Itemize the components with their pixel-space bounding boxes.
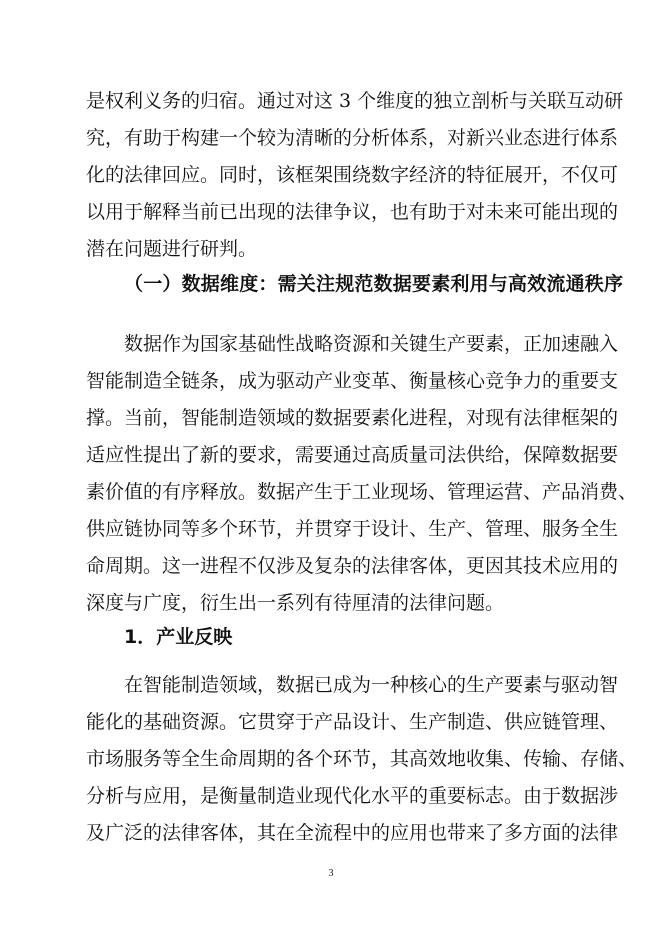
paragraph-2-line-8: 深度与广度，衍生出一系列有待厘清的法律问题。	[86, 592, 505, 614]
intro-line-5: 潜在问题进行研判。	[86, 238, 258, 260]
intro-line-1: 是权利义务的归宿。通过对这 3 个维度的独立剖析与关联互动研	[86, 90, 624, 112]
paragraph-2-line-7: 命周期。这一进程不仅涉及复杂的法律客体，更因其技术应用的	[86, 555, 619, 577]
subheading: 1．产业反映	[124, 626, 233, 648]
paragraph-2-line-3: 撑。当前，智能制造领域的数据要素化进程，对现有法律框架的	[86, 407, 619, 429]
paragraph-3-line-4: 分析与应用，是衡量制造业现代化水平的重要标志。由于数据涉	[86, 785, 619, 807]
paragraph-3-line-1: 在智能制造领域，数据已成为一种核心的生产要素与驱动智	[124, 674, 619, 696]
paragraph-3-line-3: 市场服务等全生命周期的各个环节，其高效地收集、传输、存储、	[86, 748, 638, 770]
paragraph-2-line-1: 数据作为国家基础性战略资源和关键生产要素，正加速融入	[124, 333, 619, 355]
paragraph-3-line-2: 能化的基础资源。它贯穿于产品设计、生产制造、供应链管理、	[86, 711, 619, 733]
paragraph-3-line-5: 及广泛的法律客体，其在全流程中的应用也带来了多方面的法律	[86, 822, 619, 844]
intro-line-2: 究，有助于构建一个较为清晰的分析体系，对新兴业态进行体系	[86, 127, 619, 149]
paragraph-2-line-4: 适应性提出了新的要求，需要通过高质量司法供给，保障数据要	[86, 444, 619, 466]
intro-line-4: 以用于解释当前已出现的法律争议，也有助于对未来可能出现的	[86, 201, 619, 223]
intro-line-3: 化的法律回应。同时，该框架围绕数字经济的特征展开，不仅可	[86, 164, 619, 186]
page-number: 3	[328, 868, 334, 879]
paragraph-2-line-6: 供应链协同等多个环节，并贯穿于设计、生产、管理、服务全生	[86, 518, 619, 540]
paragraph-2-line-5: 素价值的有序释放。数据产生于工业现场、管理运营、产品消费、	[86, 481, 638, 503]
paragraph-2-line-2: 智能制造全链条，成为驱动产业变革、衡量核心竞争力的重要支	[86, 370, 619, 392]
section-heading: （一）数据维度：需关注规范数据要素利用与高效流通秩序	[124, 273, 624, 295]
